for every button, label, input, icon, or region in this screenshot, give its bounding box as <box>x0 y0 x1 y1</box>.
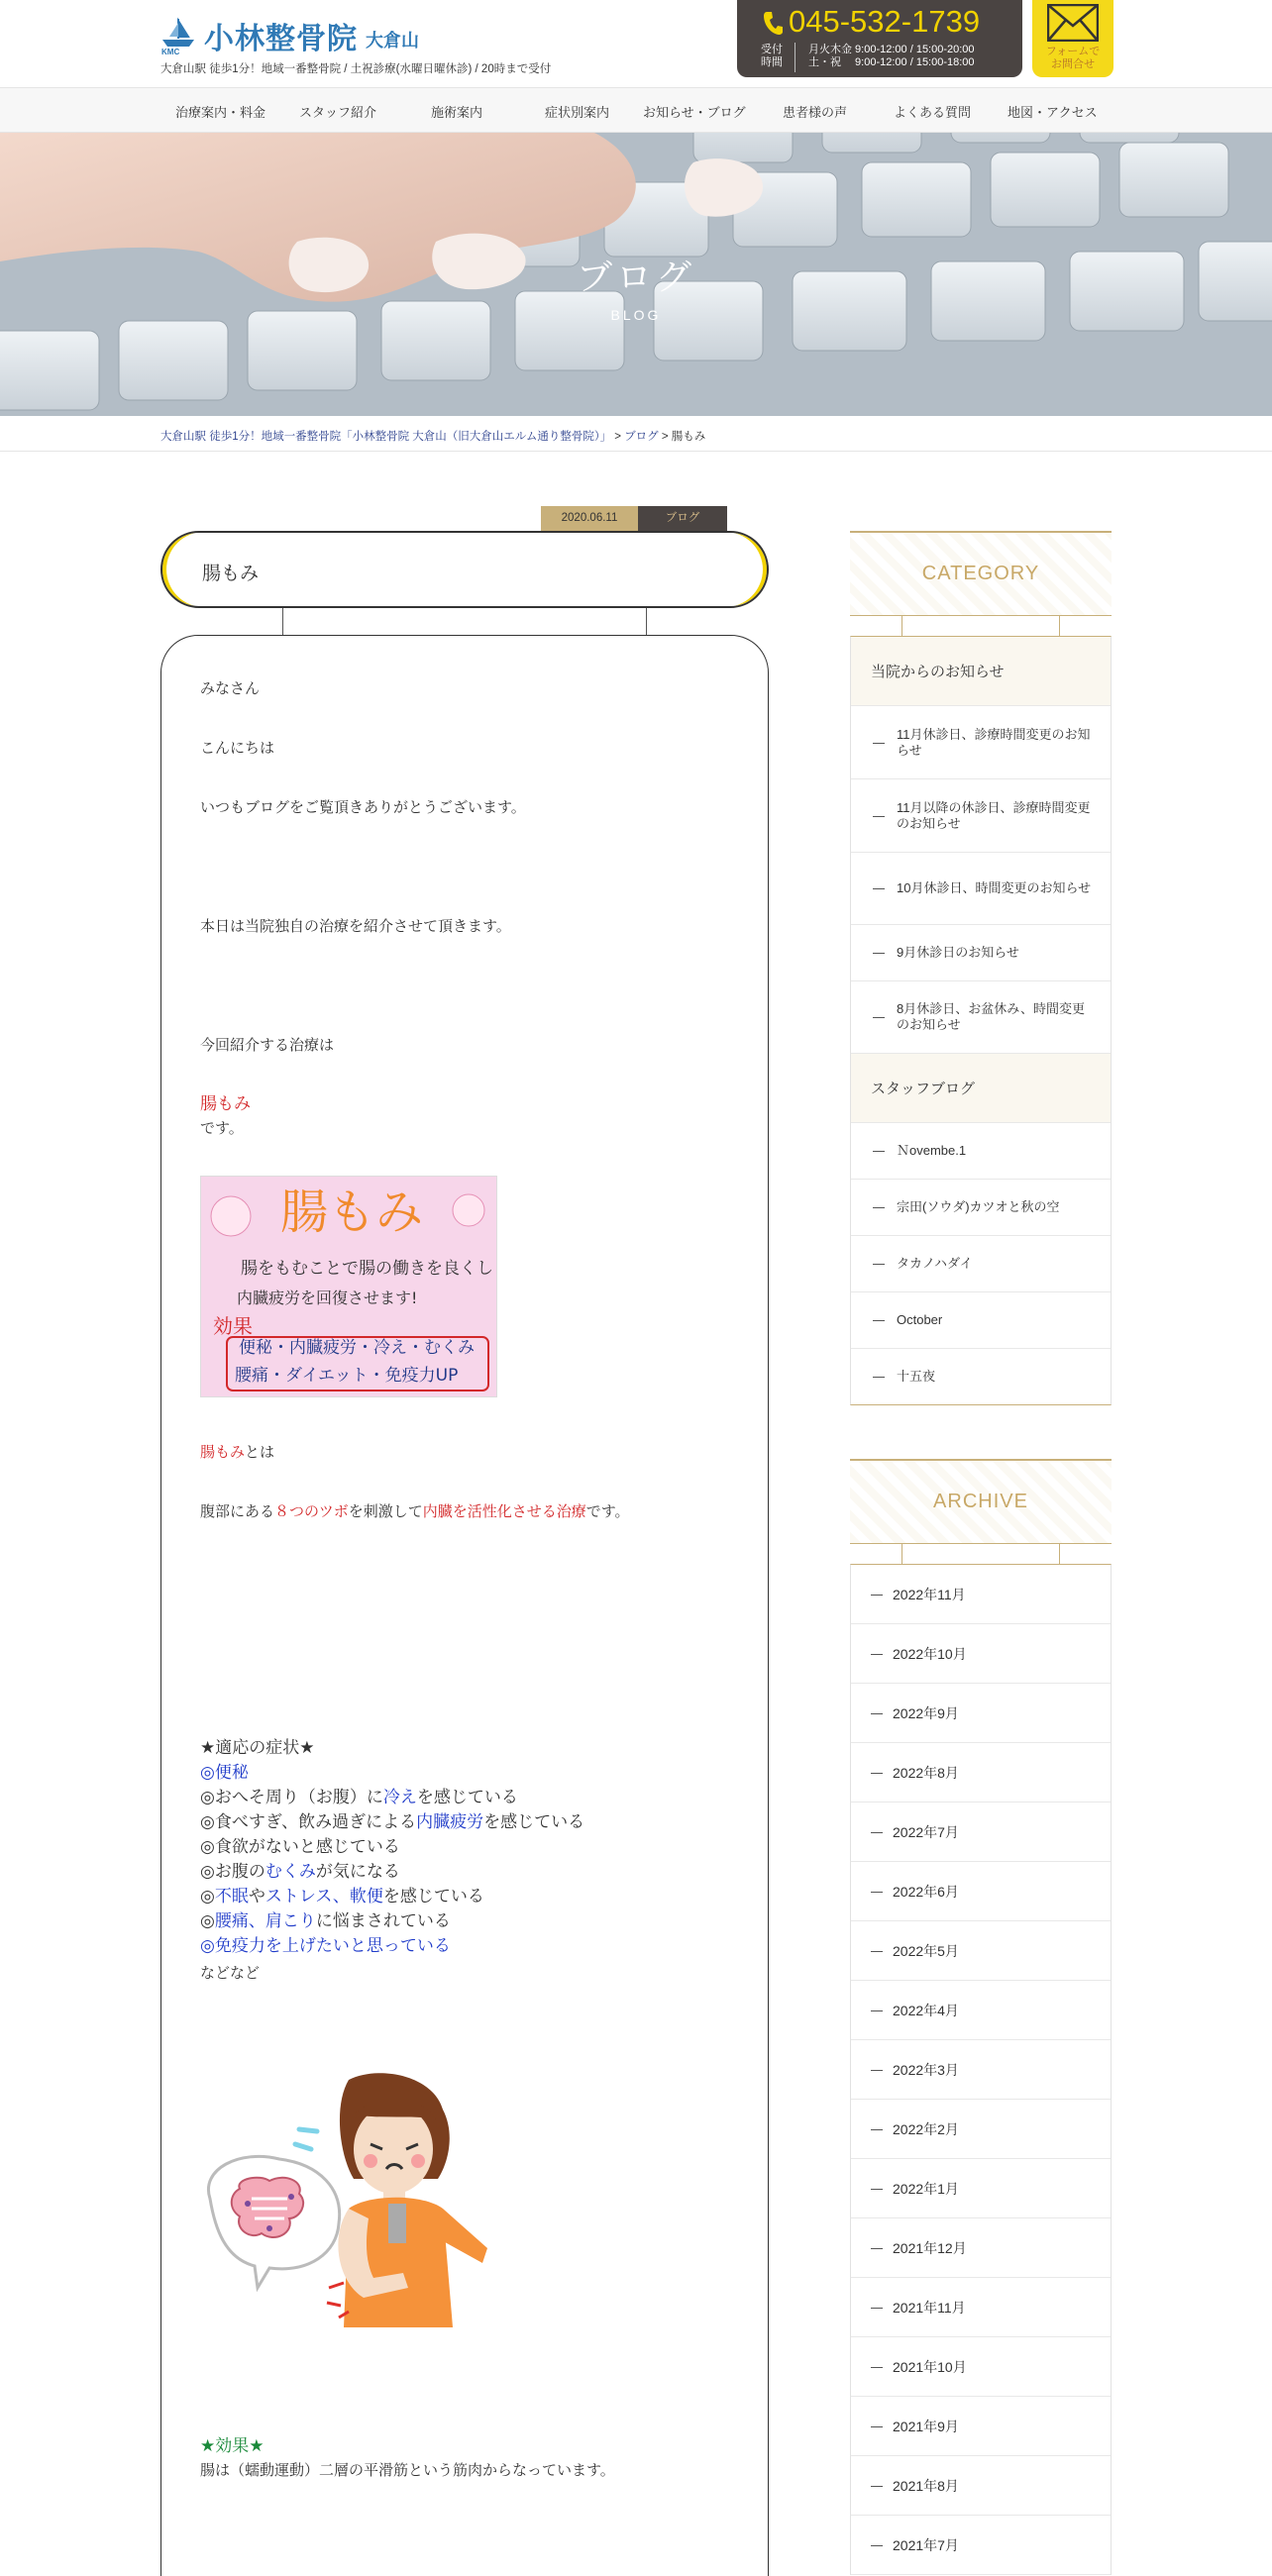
archive-link[interactable]: 2021年9月 <box>851 2397 1111 2456</box>
poster-line: 効果 <box>213 1314 253 1338</box>
archive-link[interactable]: 2022年5月 <box>851 1921 1111 1981</box>
stomach-ache-illustration <box>200 2070 497 2337</box>
poster-line: 腰痛・ダイエット・免疫力UP <box>235 1366 459 1386</box>
contact-form-button[interactable] <box>1032 0 1113 77</box>
nav-item-services[interactable]: 施術案内 <box>431 105 483 120</box>
post-paragraph: 今回紹介する治療は <box>200 1037 335 1054</box>
hero-banner <box>0 133 1272 416</box>
logo-name: 小林整骨院 <box>204 23 358 55</box>
archive-link[interactable]: 2022年1月 <box>851 2159 1111 2218</box>
post-paragraph: いつもブログをご覧頂きありがとうございます。 <box>200 799 526 816</box>
category-post-link[interactable]: 10月休診日、時間変更のお知らせ <box>851 853 1111 925</box>
nav-item-access[interactable]: 地図・アクセス <box>1007 105 1098 120</box>
nav-item-voices[interactable]: 患者様の声 <box>783 105 848 120</box>
main-nav <box>0 87 1272 133</box>
post-paragraph: 腸もみとは <box>200 1444 275 1461</box>
symptom-item: ◎不眠やストレス、軟便を感じている <box>200 1887 484 1906</box>
post-paragraph: 本日は当院独自の治療を紹介させて頂きます。 <box>200 918 511 935</box>
symptom-item: ◎食欲がないと感じている <box>200 1837 400 1856</box>
category-post-link[interactable]: Ｎovembe.1 <box>851 1123 1111 1180</box>
effects-title: ★効果★ <box>200 2436 265 2455</box>
post-paragraph: みなさん <box>200 680 261 697</box>
post-paragraph: こんにちは <box>200 740 275 757</box>
breadcrumb-sep: > <box>611 431 625 443</box>
category-group-staff-blog[interactable]: スタッフブログ <box>851 1054 1111 1123</box>
category-connector <box>901 616 1060 636</box>
category-group-news[interactable]: 当院からのお知らせ <box>851 637 1111 706</box>
phone-icon <box>763 10 783 41</box>
mail-icon <box>1047 4 1099 47</box>
category-post-link[interactable]: タカノハダイ <box>851 1236 1111 1292</box>
logo-branch: 大倉山 <box>366 31 419 51</box>
category-post-link[interactable]: 宗田(ソウダ)カツオと秋の空 <box>851 1180 1111 1236</box>
poster-title: 腸もみ <box>280 1185 424 1240</box>
connector-line <box>646 608 647 636</box>
site-header <box>0 0 1272 87</box>
breadcrumb <box>0 416 1272 452</box>
nav-item-staff[interactable]: スタッフ紹介 <box>299 105 377 120</box>
category-post-link[interactable]: October <box>851 1292 1111 1349</box>
ship-logo-icon <box>159 17 198 54</box>
site-logo[interactable] <box>159 14 419 57</box>
nav-item-faq[interactable]: よくある質問 <box>894 105 972 120</box>
logo-kmc-text: KMC <box>161 48 180 54</box>
symptom-item: ◎免疫力を上げたいと思っている <box>200 1936 451 1955</box>
site-tagline: 大倉山駅 徒歩1分！地域一番整骨院 / 土祝診療(水曜日曜休診) / 20時まで受付 <box>160 63 552 75</box>
poster-line: 内臓疲労を回復させます! <box>237 1288 418 1307</box>
archive-link[interactable]: 2022年6月 <box>851 1862 1111 1921</box>
poster-line: 腸をもむことで腸の働きを良くし <box>241 1259 493 1279</box>
post-paragraph: 腹部にある８つのツボを刺激して内臓を活性化させる治療です。 <box>200 1503 630 1520</box>
hours-label: 受付 時間 <box>761 44 783 68</box>
post-date: 2020.06.11 <box>541 506 638 531</box>
archive-link[interactable]: 2022年3月 <box>851 2040 1111 2100</box>
nav-item-symptoms[interactable]: 症状別案内 <box>545 105 610 120</box>
contact-form-label: フォームで お問合せ <box>1045 46 1101 70</box>
archive-link[interactable]: 2021年7月 <box>851 2516 1111 2575</box>
symptom-item: ◎お腹のむくみが気になる <box>200 1862 400 1881</box>
page-subtitle: BLOG <box>610 307 662 323</box>
category-list <box>850 636 1112 1405</box>
archive-link[interactable]: 2021年12月 <box>851 2218 1111 2278</box>
category-post-link[interactable]: 11月以降の休診日、診療時間変更のお知らせ <box>851 779 1111 853</box>
archive-link[interactable]: 2022年2月 <box>851 2100 1111 2159</box>
category-post-link[interactable]: 8月休診日、お盆休み、時間変更のお知らせ <box>851 981 1111 1054</box>
archive-link[interactable]: 2022年9月 <box>851 1684 1111 1743</box>
archive-link[interactable]: 2022年8月 <box>851 1743 1111 1803</box>
archive-heading: ARCHIVE <box>850 1459 1112 1544</box>
archive-link[interactable]: 2022年10月 <box>851 1624 1111 1684</box>
post-paragraph: です。 <box>200 1120 244 1137</box>
nav-item-treatment-fees[interactable]: 治療案内・料金 <box>175 105 266 120</box>
post-paragraph: などなど <box>200 1965 261 1982</box>
category-heading: CATEGORY <box>850 531 1112 616</box>
archive-link[interactable]: 2021年11月 <box>851 2278 1111 2337</box>
archive-link[interactable]: 2021年8月 <box>851 2456 1111 2516</box>
breadcrumb-home[interactable]: 大倉山駅 徒歩1分！地域一番整骨院「小林整骨院 大倉山（旧大倉山エルム通り整骨院）」 <box>160 431 612 443</box>
post-paragraph: 腸は（蠕動運動）二層の平滑筋という筋肉からなっています。 <box>200 2462 615 2479</box>
breadcrumb-current: 腸もみ <box>671 431 706 443</box>
archive-link[interactable]: 2022年11月 <box>851 1565 1111 1624</box>
symptom-item: ◎おへそ周り（お腹）に冷えを感じている <box>200 1788 518 1806</box>
connector-line <box>282 608 283 636</box>
post-category-tag[interactable]: ブログ <box>638 506 727 531</box>
post-title: 腸もみ <box>202 564 260 584</box>
poster-line: 便秘・内臓疲労・冷え・むくみ <box>239 1338 475 1358</box>
intestine-massage-poster-image <box>200 1176 497 1397</box>
phone-box[interactable] <box>737 0 1022 77</box>
symptom-item: ◎食べすぎ、飲み過ぎによる内臓疲労を感じている <box>200 1812 585 1831</box>
archive-link[interactable]: 2022年4月 <box>851 1981 1111 2040</box>
symptoms-title: ★適応の症状★ <box>200 1738 315 1757</box>
category-post-link[interactable]: 9月休診日のお知らせ <box>851 925 1111 981</box>
category-post-link[interactable]: 十五夜 <box>851 1349 1111 1404</box>
phone-number[interactable]: 045-532-1739 <box>789 4 981 39</box>
archive-link[interactable]: 2021年10月 <box>851 2337 1111 2397</box>
archive-list <box>850 1564 1112 2575</box>
category-post-link[interactable]: 11月休診日、診療時間変更のお知らせ <box>851 706 1111 779</box>
hours-text: 月火木金 9:00-12:00 / 15:00-20:00 土・祝 9:00-12:00 / 15:00-18:00 <box>808 44 975 68</box>
post-title-box <box>160 531 769 608</box>
archive-connector <box>901 1544 1060 1564</box>
symptom-item: ◎腰痛、肩こりに悩まされている <box>200 1911 451 1930</box>
page-title: ブログ <box>576 257 695 297</box>
breadcrumb-blog[interactable]: ブログ <box>624 431 659 443</box>
nav-item-news-blog[interactable]: お知らせ・ブログ <box>643 105 746 120</box>
highlight-text: 腸もみ <box>200 1094 251 1113</box>
breadcrumb-sep: > <box>658 431 672 443</box>
archive-link[interactable]: 2022年7月 <box>851 1803 1111 1862</box>
symptom-item: ◎便秘 <box>200 1763 249 1782</box>
